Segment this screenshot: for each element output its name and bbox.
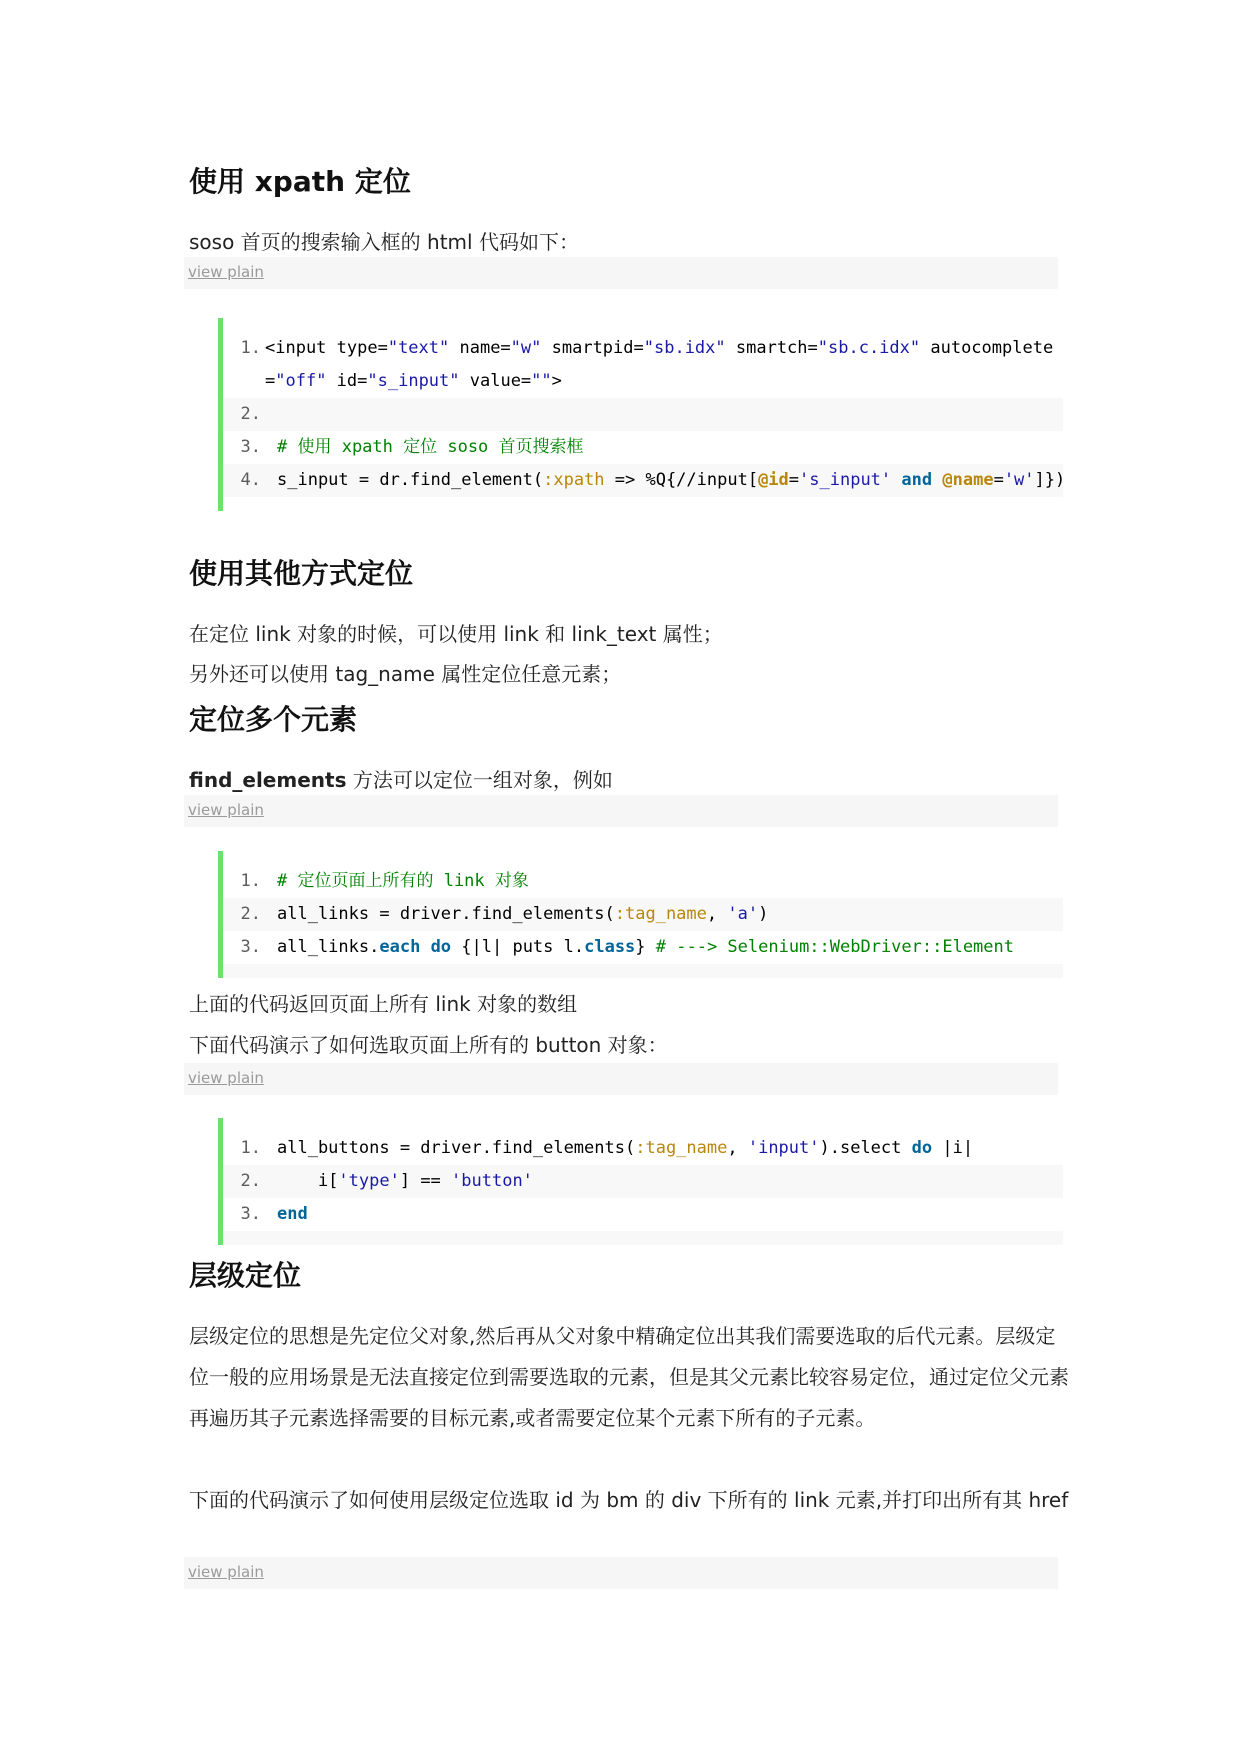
hierarchy-para-1: 层级定位的思想是先定位父对象,然后再从父对象中精确定位出其我们需要选取的后代元素。层级定位一般的应用场景是无法直接定位到需要选取的元素，但是其父元素比较容易定位，通过定位父元素再遍历其子元素选择需要的目标元素,或者需要定位某个元素下所有的子元素。 bbox=[189, 1324, 1069, 1430]
code-token: ] == bbox=[399, 1171, 452, 1191]
code-token: => %Q{//input[ bbox=[604, 470, 759, 490]
code-token: |i| bbox=[932, 1138, 974, 1158]
code-token: id= bbox=[326, 371, 368, 391]
code-token: :tag_name bbox=[635, 1138, 728, 1158]
line-number: 2. bbox=[240, 904, 261, 924]
code-token: and bbox=[901, 470, 933, 490]
code-token: ).select bbox=[819, 1138, 912, 1158]
code-token: name= bbox=[449, 338, 511, 358]
code-token: # 定位页面上所有的 link 对象 bbox=[277, 871, 529, 891]
code-block-xpath bbox=[218, 318, 1066, 511]
code-token: all_links. bbox=[277, 937, 380, 957]
code-token: each bbox=[379, 937, 421, 957]
code-line bbox=[223, 1132, 1063, 1165]
code-token: } bbox=[635, 937, 656, 957]
code-text bbox=[277, 937, 1014, 957]
code-token: do bbox=[911, 1138, 933, 1158]
code-text bbox=[277, 871, 529, 891]
view-plain-bar-3 bbox=[184, 1063, 1058, 1095]
code-text bbox=[277, 1204, 308, 1224]
view-plain-bar-4 bbox=[184, 1557, 1058, 1589]
code-line bbox=[223, 1165, 1063, 1198]
code-token: 'type' bbox=[338, 1171, 400, 1191]
line-number: 4. bbox=[240, 470, 261, 490]
code-token: , bbox=[706, 904, 728, 924]
code-line bbox=[223, 398, 1063, 431]
line-number: 3. bbox=[240, 937, 261, 957]
code-pad-bottom bbox=[223, 497, 1063, 511]
code-token: {|l| puts l. bbox=[451, 937, 585, 957]
code-text bbox=[277, 470, 1065, 490]
line-number: 1. bbox=[240, 1138, 261, 1158]
hierarchy-para-2: 下面的代码演示了如何使用层级定位选取 id 为 bm 的 div 下所有的 link 元素,并打印出所有其 href bbox=[189, 1488, 1069, 1512]
code-token: do bbox=[430, 937, 452, 957]
view-plain-link-4[interactable]: view plain bbox=[188, 1563, 264, 1581]
code-token: @id bbox=[758, 470, 789, 490]
code-text bbox=[277, 1138, 973, 1158]
xpath-intro: soso 首页的搜索输入框的 html 代码如下： bbox=[189, 230, 579, 254]
code-token: smartpid= bbox=[541, 338, 644, 358]
code-text bbox=[277, 904, 768, 924]
view-plain-link-3[interactable]: view plain bbox=[188, 1069, 264, 1087]
code-token: class bbox=[584, 937, 636, 957]
code-block-multiple bbox=[218, 851, 1063, 978]
code-line bbox=[223, 1198, 1063, 1231]
find-elements-term: find_elements bbox=[189, 768, 347, 792]
code-token: # ---> Selenium::WebDriver::Element bbox=[655, 937, 1015, 957]
code-text bbox=[277, 1171, 533, 1191]
multiple-intro bbox=[189, 760, 613, 800]
line-number: 3. bbox=[240, 437, 261, 457]
code-token: 's_input' bbox=[799, 470, 892, 490]
code-line bbox=[223, 898, 1063, 931]
code-token: 'input' bbox=[747, 1138, 820, 1158]
code-token bbox=[420, 937, 430, 957]
code-token: "sb.idx" bbox=[643, 338, 726, 358]
code-token: 'a' bbox=[727, 904, 759, 924]
code-token: > bbox=[551, 371, 562, 391]
code-line bbox=[223, 865, 1063, 898]
other-line-2: 另外还可以使用 tag_name 属性定位任意元素； bbox=[189, 662, 622, 686]
multiple-after-1: 上面的代码返回页面上所有 link 对象的数组 bbox=[189, 992, 578, 1016]
code-token: :xpath bbox=[543, 470, 605, 490]
view-plain-bar-1 bbox=[184, 257, 1058, 289]
code-pad-bottom bbox=[223, 964, 1063, 978]
code-token: all_links = driver.find_elements( bbox=[277, 904, 615, 924]
line-number: 1. bbox=[240, 338, 261, 358]
code-line bbox=[223, 464, 1066, 497]
code-block-buttons bbox=[218, 1118, 1063, 1245]
code-token: end bbox=[277, 1204, 308, 1224]
code-token: = bbox=[788, 470, 800, 490]
line-number: 2. bbox=[240, 1171, 261, 1191]
code-token: "text" bbox=[387, 338, 450, 358]
code-token: :tag_name bbox=[614, 904, 707, 924]
heading-hierarchy: 层级定位 bbox=[189, 1259, 302, 1292]
code-token bbox=[932, 470, 942, 490]
code-token bbox=[891, 470, 901, 490]
code-token: smartch= bbox=[725, 338, 818, 358]
code-pad-top bbox=[223, 1118, 1063, 1132]
code-pad-top bbox=[223, 851, 1063, 865]
code-token: autocomplete= bbox=[265, 338, 1054, 391]
code-token: all_buttons = driver.find_elements( bbox=[277, 1138, 636, 1158]
multiple-intro-rest: 方法可以定位一组对象，例如 bbox=[346, 768, 613, 792]
code-pad-top bbox=[223, 318, 1063, 332]
line-number: 1. bbox=[240, 871, 261, 891]
code-text bbox=[265, 332, 1060, 398]
code-token: # 使用 xpath 定位 soso 首页搜索框 bbox=[277, 437, 584, 457]
code-token: <input type= bbox=[265, 338, 388, 358]
code-token: = bbox=[993, 470, 1004, 490]
code-token: s_input = dr.find_element( bbox=[277, 470, 544, 490]
code-line bbox=[223, 931, 1063, 964]
code-token: value= bbox=[459, 371, 532, 391]
code-pad-bottom bbox=[223, 1231, 1063, 1245]
code-token: , bbox=[727, 1138, 748, 1158]
code-line bbox=[223, 332, 1063, 398]
code-token: 'w' bbox=[1003, 470, 1035, 490]
code-token: "sb.c.idx" bbox=[817, 338, 921, 358]
code-token: ]}) bbox=[1034, 470, 1066, 490]
code-text bbox=[277, 437, 584, 457]
code-token: "w" bbox=[510, 338, 542, 358]
heading-xpath: 使用 xpath 定位 bbox=[189, 165, 411, 198]
code-token: "s_input" bbox=[367, 371, 460, 391]
view-plain-link-2[interactable]: view plain bbox=[188, 801, 264, 819]
multiple-after-2: 下面代码演示了如何选取页面上所有的 button 对象： bbox=[189, 1033, 668, 1057]
code-token: ) bbox=[758, 904, 769, 924]
heading-other: 使用其他方式定位 bbox=[189, 557, 414, 590]
line-number: 2. bbox=[240, 404, 261, 424]
code-token: 'button' bbox=[451, 1171, 533, 1191]
code-line bbox=[223, 431, 1063, 464]
code-token: "" bbox=[531, 371, 552, 391]
heading-multiple: 定位多个元素 bbox=[189, 703, 358, 736]
view-plain-bar-2 bbox=[184, 795, 1058, 827]
code-token: @name bbox=[942, 470, 994, 490]
other-line-1: 在定位 link 对象的时候，可以使用 link 和 link_text 属性； bbox=[189, 622, 723, 646]
code-token: "off" bbox=[275, 371, 327, 391]
line-number: 3. bbox=[240, 1204, 261, 1224]
code-token: i[ bbox=[277, 1171, 339, 1191]
view-plain-link-1[interactable]: view plain bbox=[188, 263, 264, 281]
